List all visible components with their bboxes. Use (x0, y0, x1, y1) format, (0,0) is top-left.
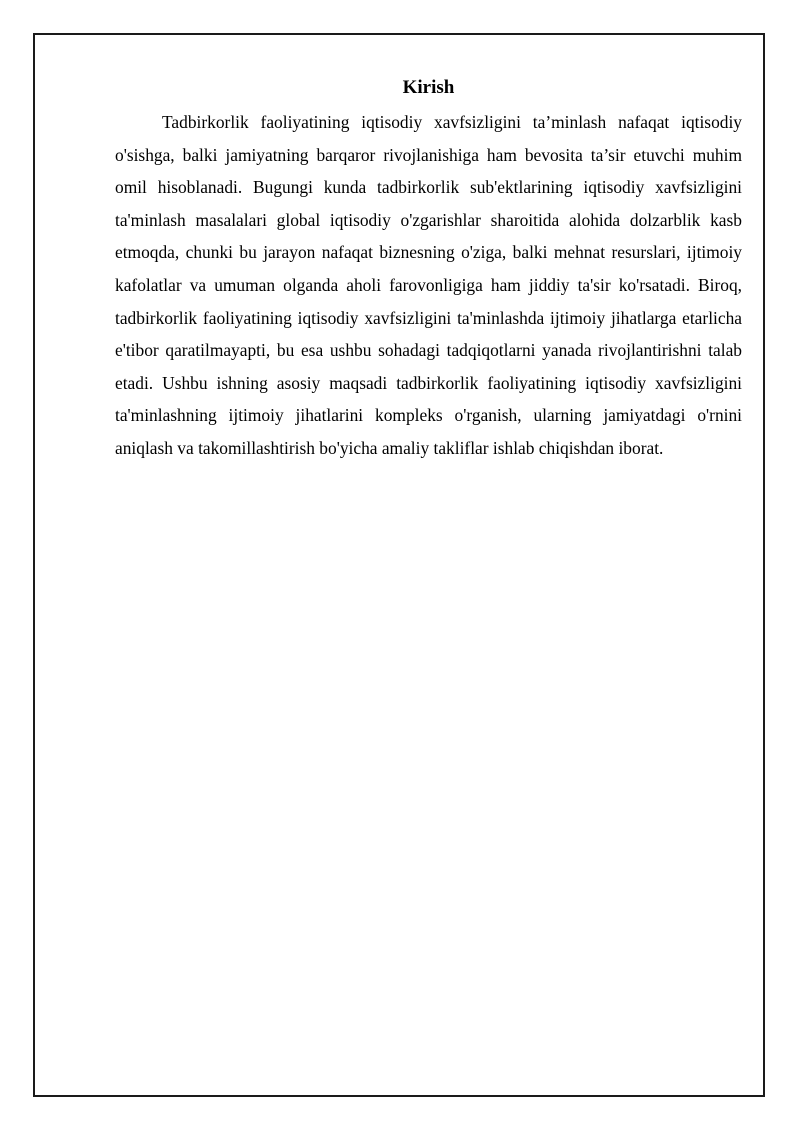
document-body (115, 74, 742, 465)
document-title: Kirish (402, 77, 455, 98)
intro-paragraph: Tadbirkorlik faoliyatining iqtisodiy xavfsizligini ta’minlash nafaqat iqtisodiy o'sishga, balki jamiyatning barqaror rivojlanishiga ham bevosita ta’sir etuvchi muhim omil hisoblanadi. Bugungi kunda tadbirkorlik sub'ektlarining iqtisodiy xavfsizligini ta'minlash masalalari global iqtisodiy o'zgarishlar sharoitida alohida dolzarblik kasb etmoqda, chunki bu jarayon nafaqat biznesning o'ziga, balki mehnat resurslari, ijtimoiy kafolatlar va umuman olganda aholi farovonligiga ham jiddiy ta'sir ko'rsatadi. Biroq, tadbirkorlik faoliyatining iqtisodiy xavfsizligini ta'minlashda ijtimoiy jihatlarga etarlicha e'tibor qaratilmayapti, bu esa ushbu sohadagi tadqiqotlarni yanada rivojlantirishni talab etadi. Ushbu ishning asosiy maqsadi tadbirkorlik faoliyatining iqtisodiy xavfsizligini ta'minlashning ijtimoiy jihatlarini kompleks o'rganish, ularning jamiyatdagi o'rnini aniqlash va takomillashtirish bo'yicha amaliy takliflar ishlab chiqishdan iborat. (115, 112, 742, 458)
